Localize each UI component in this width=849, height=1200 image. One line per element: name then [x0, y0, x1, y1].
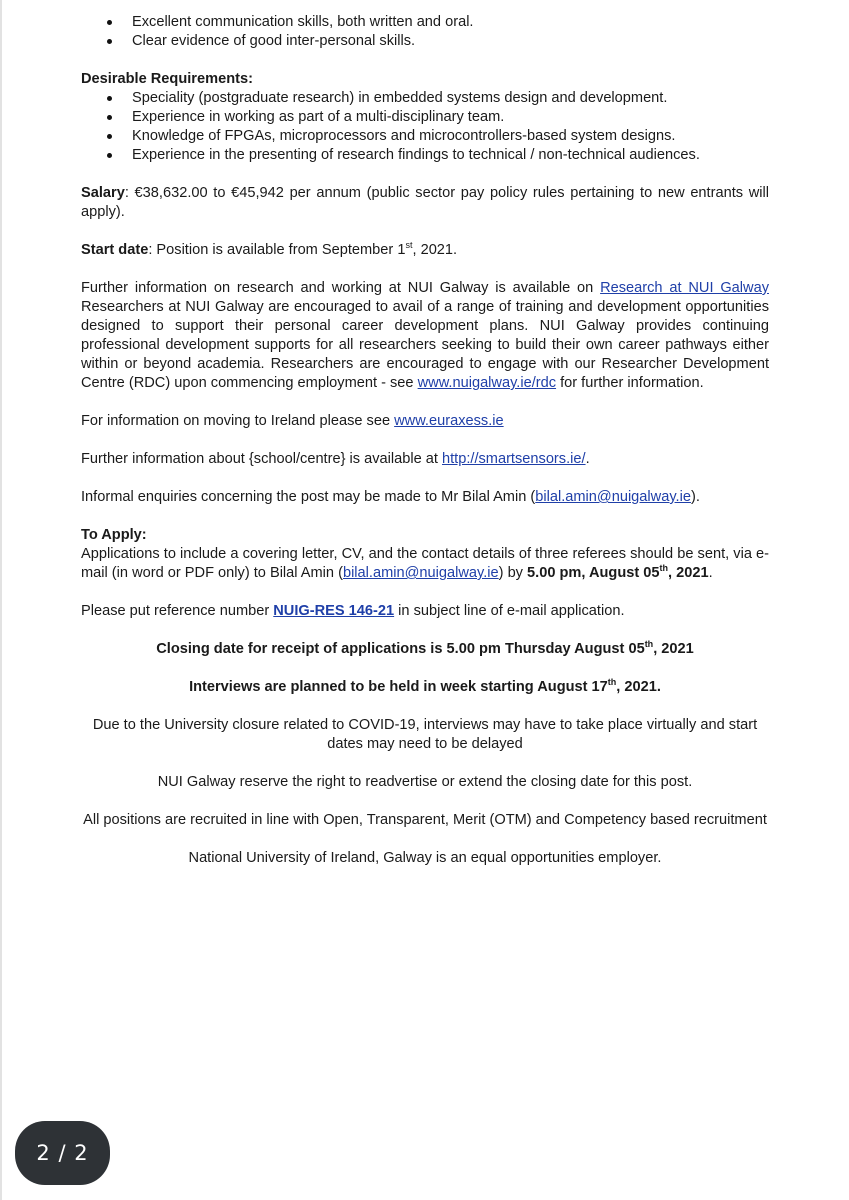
school-paragraph: Further information about {school/centre} is available at http://smartsensors.ie/. — [81, 451, 590, 467]
otm-notice: All positions are recruited in line with Open, Transparent, Merit (OTM) and Competency based recruitment — [83, 812, 767, 828]
reference-paragraph: Please put reference number NUIG-RES 146-21 in subject line of e-mail application. — [81, 603, 625, 619]
list-item: Experience in the presenting of research findings to technical / non-technical audiences. — [81, 146, 769, 165]
start-date-paragraph: Start date: Position is available from September 1st, 2021. — [81, 240, 458, 258]
list-item: Clear evidence of good inter-personal skills. — [81, 32, 769, 51]
covid-notice: Due to the University closure related to COVID-19, interviews may have to take place virtually and start dates may need to be delayed — [92, 717, 758, 752]
salary-label: Salary — [81, 185, 125, 201]
start-date-label: Start date — [81, 242, 149, 258]
closing-date: Closing date for receipt of applications is 5.00 pm Thursday August 05th, 2021 — [156, 639, 694, 657]
euraxess-link[interactable]: www.euraxess.ie — [394, 413, 504, 429]
list-item: Speciality (postgraduate research) in embedded systems design and development. — [81, 89, 769, 108]
moving-paragraph: For information on moving to Ireland please see www.euraxess.ie — [81, 413, 504, 429]
enquiries-paragraph: Informal enquiries concerning the post may be made to Mr Bilal Amin (bilal.amin@nuigalway.ie). — [81, 489, 700, 505]
rdc-link[interactable]: www.nuigalway.ie/rdc — [417, 375, 557, 391]
research-link[interactable]: Research at NUI Galway — [600, 280, 769, 296]
smartsensors-link[interactable]: http://smartsensors.ie/ — [442, 451, 586, 467]
page-edge — [0, 0, 2, 1200]
equal-opportunities-notice: National University of Ireland, Galway is an equal opportunities employer. — [188, 850, 662, 866]
list-item: Knowledge of FPGAs, microprocessors and microcontrollers-based system designs. — [81, 127, 769, 146]
email-link[interactable]: bilal.amin@nuigalway.ie — [342, 565, 499, 581]
desirable-heading: Desirable Requirements: — [81, 71, 253, 87]
interviews-notice: Interviews are planned to be held in week starting August 17th, 2021. — [189, 677, 661, 695]
email-link[interactable]: bilal.amin@nuigalway.ie — [535, 489, 691, 505]
apply-paragraph: Applications to include a covering letter, CV, and the contact details of three referees should be sent, via e-mail (in word or PDF only) to Bilal Amin (bilal.amin@nuigalway.ie) by 5.00 pm, August 05th, 2021. — [81, 546, 769, 581]
page-indicator: 2 / 2 — [15, 1121, 110, 1185]
desirable-list — [81, 89, 769, 165]
list-item: Experience in working as part of a multi-disciplinary team. — [81, 108, 769, 127]
readvertise-notice: NUI Galway reserve the right to readvertise or extend the closing date for this post. — [157, 774, 693, 790]
deadline: 5.00 pm, August 05th, 2021 — [527, 563, 709, 581]
document-page — [81, 0, 769, 868]
top-bullet-list — [81, 13, 769, 51]
salary-paragraph: Salary: €38,632.00 to €45,942 per annum (public sector pay policy rules pertaining to new entrants will apply). — [81, 185, 769, 220]
list-item: Excellent communication skills, both written and oral. — [81, 13, 769, 32]
further-info-paragraph: Further information on research and working at NUI Galway is available on Research at NUI Galway Researchers at NUI Galway are encouraged to avail of a range of training and development opportunities designed to support their personal career development plans. NUI Galway provides continuing professional development supports for all researchers seeking to build their own career pathways either within or beyond academia. Researchers are encouraged to engage with our Researcher Development Centre (RDC) upon commencing employment - see www.nuigalway.ie/rdc for further information. — [81, 280, 769, 391]
reference-number: NUIG-RES 146-21 — [273, 603, 395, 619]
apply-heading: To Apply: — [81, 527, 147, 543]
